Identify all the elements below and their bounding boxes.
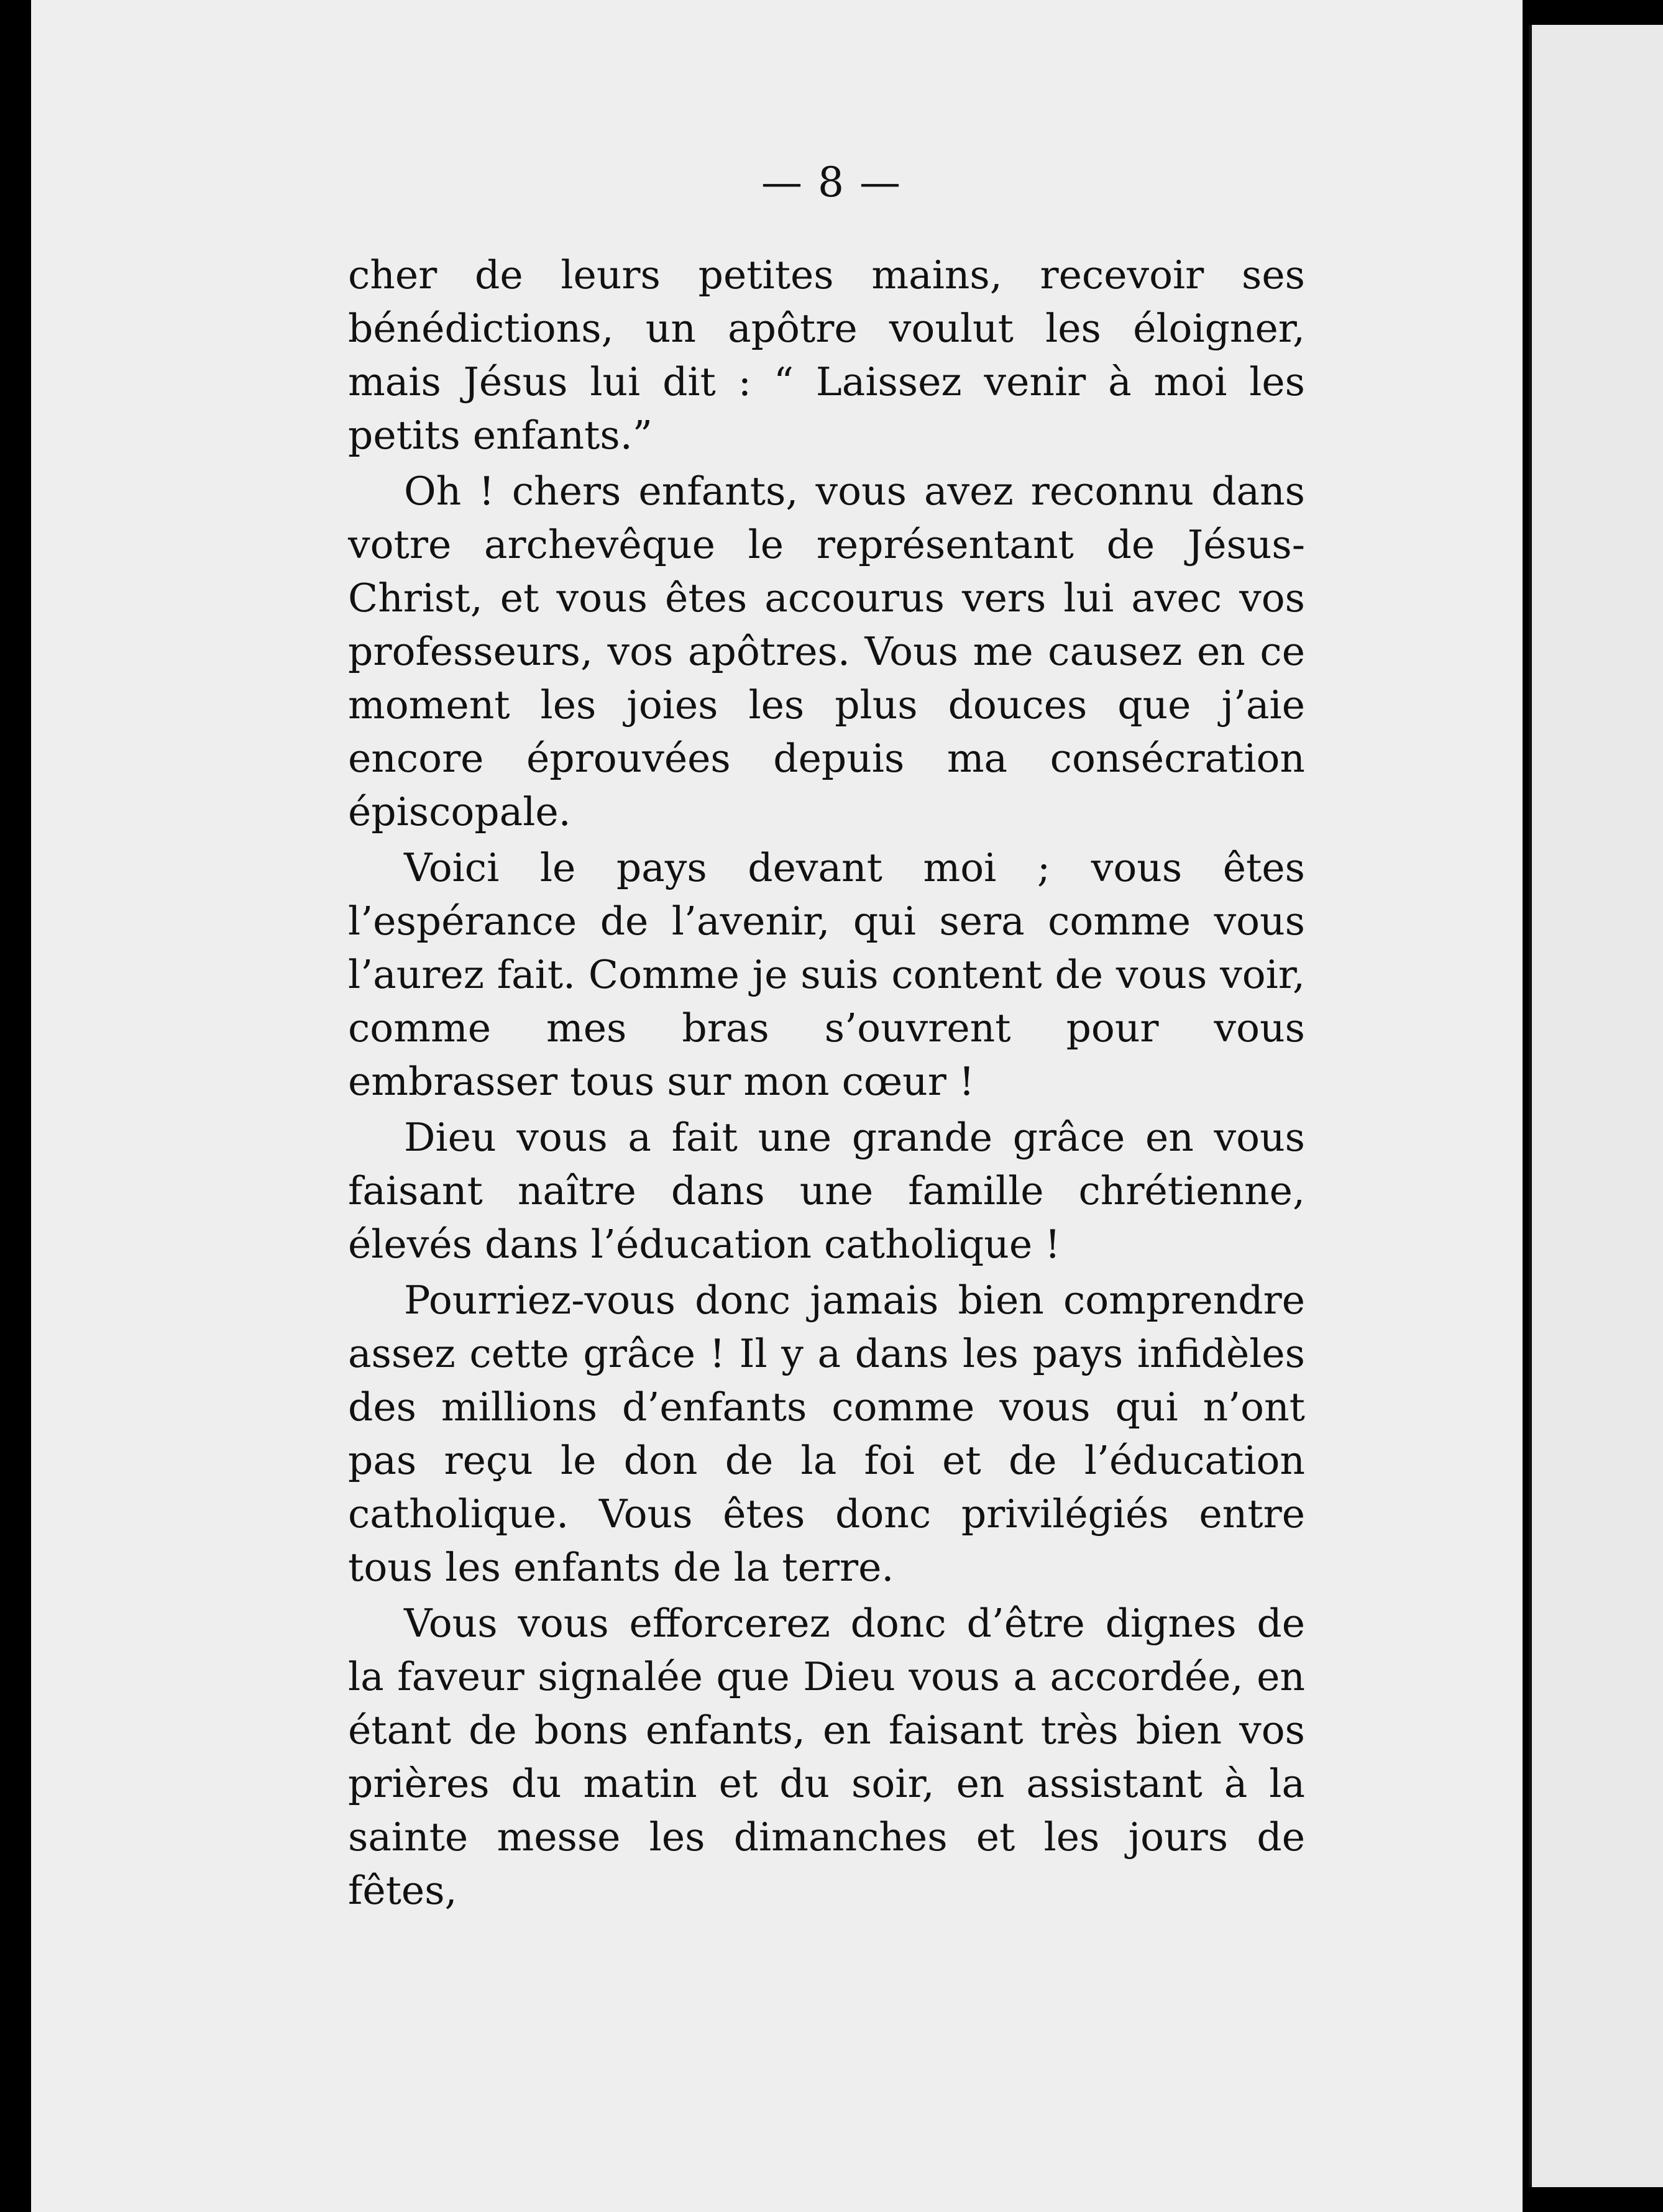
- paragraph: cher de leurs petites mains, recevoir ses bénédictions, un apôtre voulut les éloigner, mais Jésus lui dit : “ Laissez venir à moi les petits enfants.”: [348, 252, 1305, 458]
- page-number: — 8 —: [761, 158, 902, 206]
- paragraph: Voici le pays devant moi ; vous êtes l’espérance de l’avenir, qui sera comme vous l’aurez fait. Comme je suis content de vous voir, comme mes bras s’ouvrent pour vous embrasser tous sur mon cœur !: [348, 845, 1305, 1104]
- paragraph: Dieu vous a fait une grande grâce en vous faisant naître dans une famille chrétienne, élevés dans l’éducation catholique !: [348, 1115, 1305, 1267]
- paragraph: Oh ! chers enfants, vous avez reconnu dans votre archevêque le représentant de Jésus-Christ, et vous êtes accourus vers lui avec vos professeurs, vos apôtres. Vous me causez en ce moment les joies les plus douces que j’aie encore éprouvées depuis ma consécration épiscopale.: [348, 468, 1305, 834]
- adjacent-page-edge: [1529, 25, 1663, 2187]
- body-text: [348, 249, 1305, 1920]
- paragraph: Pourriez-vous donc jamais bien comprendre assez cette grâce ! Il y a dans les pays infidèles des millions d’enfants comme vous qui n’ont pas reçu le don de la foi et de l’éducation catholique. Vous êtes donc privilégiés entre tous les enfants de la terre.: [348, 1277, 1305, 1590]
- paragraph: Vous vous efforcerez donc d’être dignes de la faveur signalée que Dieu vous a accordée, en étant de bons enfants, en faisant très bien vos prières du matin et du soir, en assistant à la sainte messe les dimanches et les jours de fêtes,: [348, 1601, 1305, 1913]
